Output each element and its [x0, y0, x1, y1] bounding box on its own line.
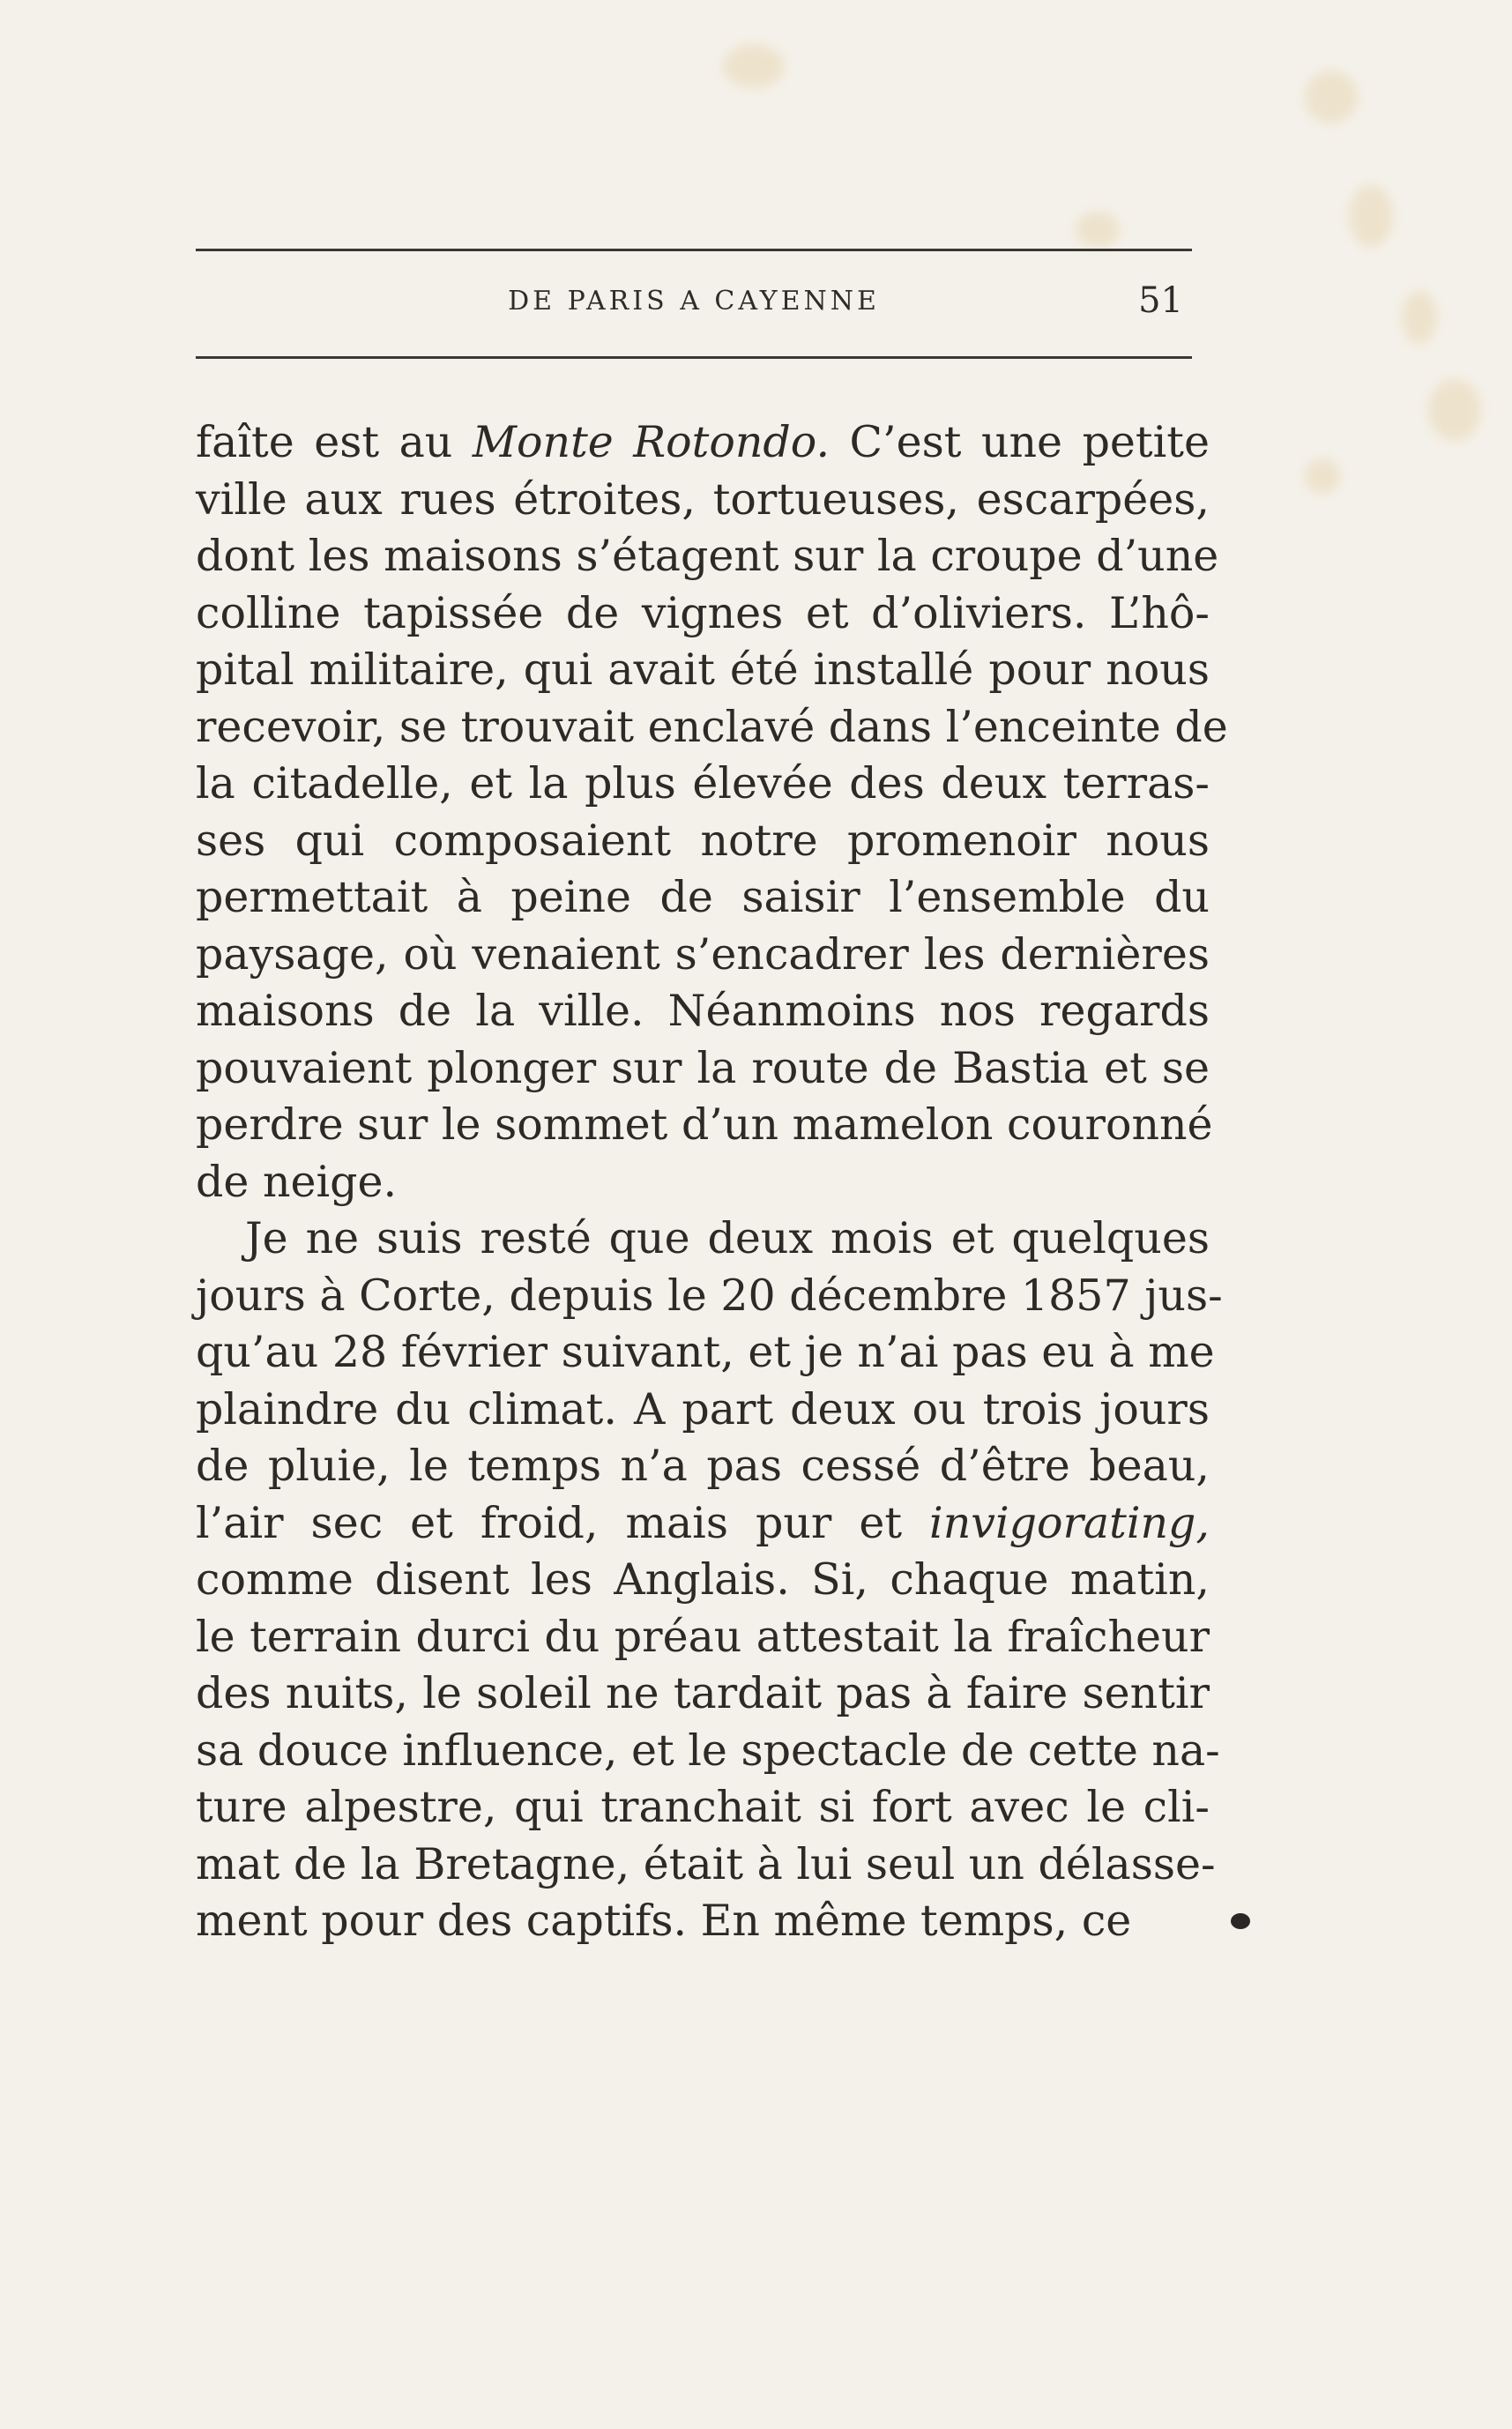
text-line	[196, 813, 1210, 870]
text-segment: qu’au 28 février suivant, et je n’ai pas eu à me	[196, 1327, 1215, 1377]
paragraph	[196, 414, 1228, 1211]
text-line	[196, 1211, 1210, 1268]
text-line	[196, 699, 1228, 756]
text-line	[196, 528, 1219, 585]
text-segment: colline tapissée de vignes et d’oliviers. L’hô-	[196, 587, 1210, 638]
paragraph	[196, 1211, 1223, 1950]
text-line	[196, 927, 1210, 984]
text-line	[196, 472, 1210, 529]
text-segment: ses qui composaient notre promenoir nous	[196, 815, 1210, 866]
text-segment: pouvaient plonger sur la route de Bastia et se	[196, 1042, 1210, 1093]
text-segment: faîte est au	[196, 417, 473, 467]
text-segment: des nuits, le soleil ne tardait pas à faire sentir	[196, 1668, 1210, 1718]
text-segment: perdre sur le sommet d’un mamelon couronné	[196, 1099, 1213, 1150]
text-segment: C’est une petite	[830, 417, 1210, 467]
bottom-rule	[196, 356, 1192, 359]
text-segment: invigorating,	[929, 1497, 1210, 1548]
text-segment: le terrain durci du préau attestait la fraîcheur	[196, 1611, 1210, 1662]
text-line	[196, 869, 1210, 927]
text-segment: jours à Corte, depuis le 20 décembre 1857 jus-	[196, 1270, 1223, 1321]
text-segment: de neige.	[196, 1156, 398, 1207]
text-line	[196, 1723, 1220, 1780]
text-line	[196, 1779, 1210, 1837]
text-line	[196, 1837, 1216, 1894]
page-number: 51	[1138, 280, 1183, 321]
text-line	[196, 1893, 1210, 1950]
text-line	[196, 1495, 1210, 1553]
text-line	[196, 1040, 1210, 1098]
text-segment: mat de la Bretagne, était à lui seul un délasse-	[196, 1838, 1216, 1889]
text-segment: permettait à peine de saisir l’ensemble du	[196, 872, 1210, 922]
text-line	[196, 1609, 1210, 1666]
body-text	[196, 414, 1228, 1950]
text-segment: dont les maisons s’étagent sur la croupe d’une	[196, 531, 1219, 581]
top-rule	[196, 249, 1192, 251]
text-segment: Monte Rotondo.	[472, 417, 830, 467]
text-segment: comme disent les Anglais. Si, chaque matin,	[196, 1554, 1210, 1605]
running-head	[196, 280, 1192, 333]
foxing-stain	[1076, 212, 1120, 247]
text-segment: Je ne suis resté que deux mois et quelques	[245, 1213, 1210, 1263]
text-segment: la citadelle, et la plus élevée des deux terras-	[196, 758, 1210, 808]
text-line	[196, 414, 1210, 472]
text-line	[196, 756, 1210, 813]
text-segment: recevoir, se trouvait enclavé dans l’enceinte de	[196, 701, 1228, 752]
text-segment: sa douce influence, et le spectacle de cette na-	[196, 1725, 1220, 1776]
text-segment: ment pour des captifs. En même temps, ce	[196, 1896, 1132, 1946]
text-line	[196, 1154, 1210, 1211]
text-segment: plaindre du climat. A part deux ou trois jours	[196, 1383, 1210, 1434]
text-line	[196, 1438, 1210, 1495]
text-segment: paysage, où venaient s’encadrer les dernières	[196, 928, 1210, 980]
text-line	[196, 585, 1210, 643]
text-line	[196, 1324, 1215, 1382]
text-segment: pital militaire, qui avait été installé pour nous	[196, 645, 1210, 695]
text-line	[196, 1268, 1223, 1325]
text-line	[196, 1097, 1213, 1154]
foxing-stain	[723, 44, 785, 88]
text-line	[196, 1552, 1210, 1609]
text-segment: maisons de la ville. Néanmoins nos regards	[196, 986, 1210, 1036]
foxing-stain	[1428, 379, 1481, 441]
text-segment: l’air sec et froid, mais pur et	[196, 1497, 930, 1548]
foxing-stain	[1402, 291, 1437, 344]
foxing-stain	[1349, 185, 1393, 247]
foxing-stain	[1305, 458, 1340, 494]
text-line	[196, 642, 1210, 699]
foxing-stain	[1305, 71, 1358, 123]
text-segment: de pluie, le temps n’a pas cessé d’être beau,	[196, 1441, 1210, 1491]
text-line	[196, 1665, 1210, 1723]
text-segment: ville aux rues étroites, tortueuses, escarpées,	[196, 473, 1210, 525]
running-title: DE PARIS A CAYENNE	[508, 286, 880, 317]
text-line	[196, 1382, 1210, 1439]
text-line	[196, 983, 1210, 1040]
text-segment: ture alpestre, qui tranchait si fort avec le cli-	[196, 1782, 1210, 1832]
ink-speck	[1231, 1913, 1250, 1929]
